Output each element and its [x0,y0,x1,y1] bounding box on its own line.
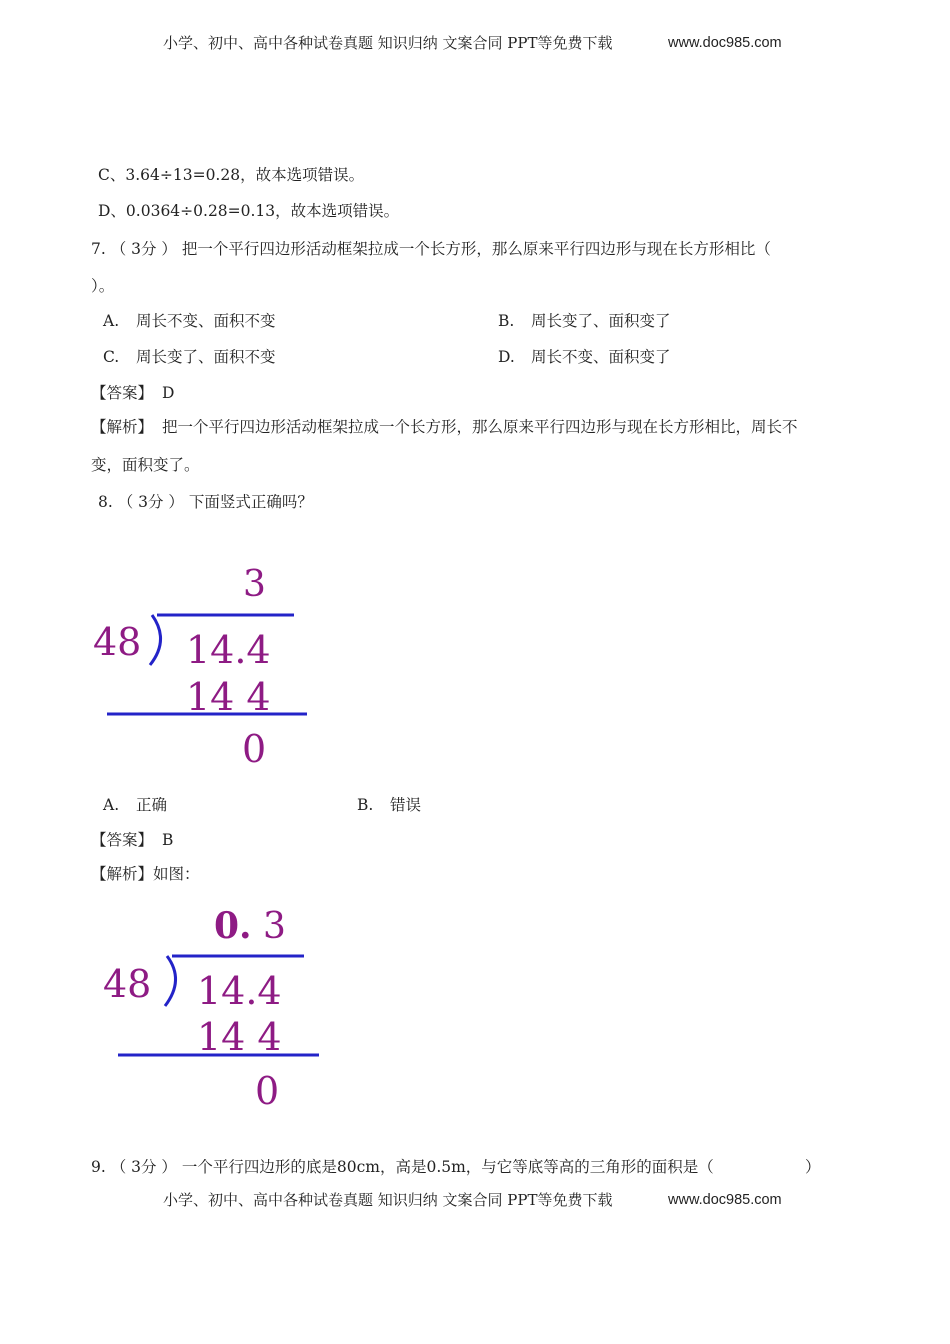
q7-stem-line1: 7. （ 3分 ） 把一个平行四边形活动框架拉成一个长方形，那么原来平行四边形与现在长方形相比（ [91,240,771,258]
q8-corrected-division-figure [100,900,330,1115]
prev-option-c-explanation: C、3.64÷13=0.28，故本选项错误。 [98,166,365,184]
q8-fig2-product: 14 4 [197,1015,282,1059]
q8-division-figure [90,560,320,775]
q8-option-b-letter: B. [357,796,374,814]
page-footer-url[interactable]: www.doc985.com [668,1192,782,1208]
q8-fig2-quotient-bold: 0. [214,905,252,947]
q7-analysis-line2: 变，面积变了。 [91,456,200,474]
q7-option-a-letter: A. [103,312,120,330]
q8-answer-label: 【答案】 [91,831,154,849]
q7-answer-label: 【答案】 [91,384,154,402]
q7-analysis-line1 [91,417,797,437]
q8-option-b-text: 错误 [390,796,422,814]
q7-answer [91,383,174,403]
q8-fig2-quotient-rest: 3 [251,906,286,947]
q8-fig2-remainder: 0 [255,1069,280,1113]
q9-stem: 9. （ 3分 ） 一个平行四边形的底是80cm，高是0.5m，与它等底等高的三角形的面积是（ [91,1158,714,1176]
q8-analysis [91,864,200,884]
q8-fig2-quotient [214,905,286,947]
q7-option-b-letter: B. [498,312,515,330]
q8-fig2-dividend: 14.4 [197,969,282,1013]
q8-answer-value: B [161,831,174,849]
q8-answer [91,830,173,850]
q8-fig1-division-bracket [150,615,161,665]
q8-fig1-quotient: 3 [243,564,266,605]
q7-option-d-text: 周长不变、面积变了 [531,348,671,366]
q8-fig1-remainder: 0 [242,727,267,771]
q8-stem: 8. （ 3分 ） 下面竖式正确吗？ [98,493,313,511]
q7-option-c-text: 周长变了、面积不变 [136,348,276,366]
prev-option-d-explanation: D、0.0364÷0.28=0.13，故本选项错误。 [98,202,400,220]
q8-option-a-text: 正确 [136,796,168,814]
page-header-url[interactable]: www.doc985.com [668,35,782,51]
q8-analysis-text: 如图： [153,865,200,883]
q7-analysis-text: 把一个平行四边形活动框架拉成一个长方形，那么原来平行四边形与现在长方形相比，周长不 [161,418,798,436]
page-header-text: 小学、初中、高中各种试卷真题 知识归纳 文案合同 PPT等免费下载 [163,34,613,52]
q8-fig2-divisor: 48 [103,962,152,1006]
q8-option-a-letter: A. [103,796,120,814]
q8-fig1-divisor: 48 [93,620,142,664]
q7-option-a-text: 周长不变、面积不变 [136,312,276,330]
q7-analysis-label: 【解析】 [91,418,154,436]
q7-stem-line2: ）。 [91,277,115,295]
q7-option-c-letter: C. [103,348,120,366]
q7-option-d-letter: D. [498,348,515,366]
q8-fig1-dividend: 14.4 [186,628,271,672]
page-footer-text: 小学、初中、高中各种试卷真题 知识归纳 文案合同 PPT等免费下载 [163,1191,613,1209]
q8-analysis-label: 【解析】 [91,865,154,883]
q9-stem-end: ） [805,1158,821,1176]
q7-answer-value: D [161,384,175,402]
q7-option-b-text: 周长变了、面积变了 [531,312,671,330]
q8-fig2-division-bracket [165,956,176,1006]
q8-fig1-product: 14 4 [186,675,271,719]
